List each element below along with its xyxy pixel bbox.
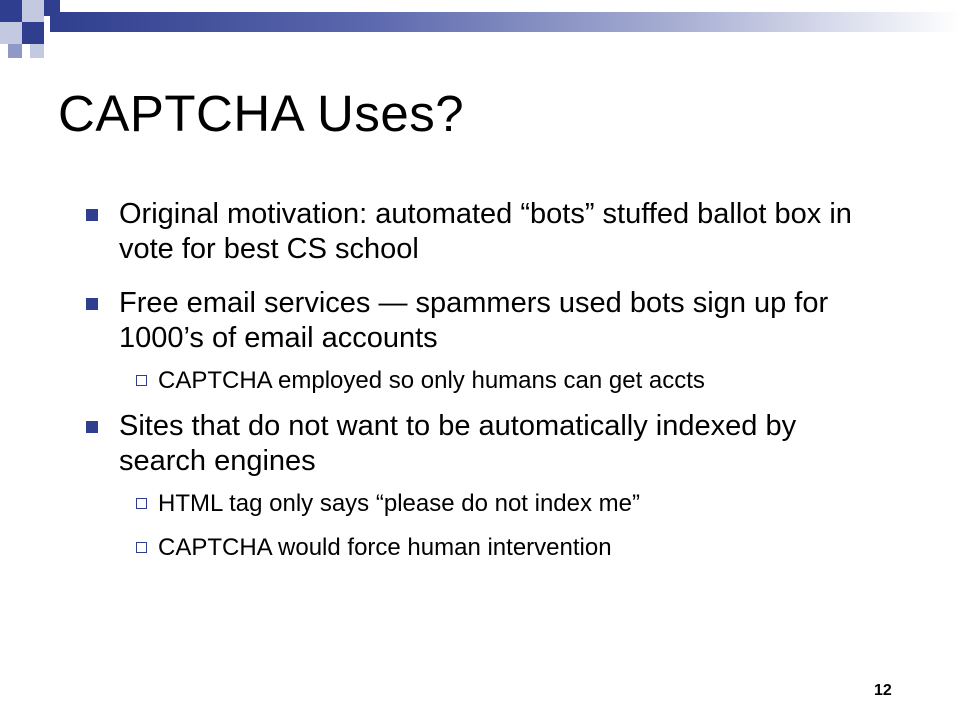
sub-bullet-text: CAPTCHA employed so only humans can get accts xyxy=(158,367,705,394)
slide-title: CAPTCHA Uses? xyxy=(58,85,465,142)
page-number: 12 xyxy=(874,682,892,699)
decor-square xyxy=(30,44,44,58)
bullet-text: Sites that do not want to be automatically indexed by search engines xyxy=(119,410,797,477)
bullet-text: Original motivation: automated “bots” stuffed ballot box in vote for best CS school xyxy=(119,198,852,265)
bullet-item xyxy=(82,197,882,267)
square-bullet-icon xyxy=(86,209,98,221)
bullet-text: Free email services — spammers used bots sign up for 1000’s of email accounts xyxy=(119,287,829,354)
hollow-square-bullet-icon xyxy=(136,375,147,386)
decor-square xyxy=(0,22,22,44)
header-gradient-bar xyxy=(50,12,960,32)
sub-bullet-item xyxy=(82,488,882,519)
decor-square xyxy=(22,0,44,22)
sub-bullet-item xyxy=(82,365,882,396)
sub-bullet-item xyxy=(82,532,882,563)
decor-square xyxy=(8,44,22,58)
sub-bullet-text: HTML tag only says “please do not index me” xyxy=(158,490,641,517)
hollow-square-bullet-icon xyxy=(136,498,147,509)
hollow-square-bullet-icon xyxy=(136,542,147,553)
slide-content xyxy=(82,197,882,576)
square-bullet-icon xyxy=(86,298,98,310)
bullet-item xyxy=(82,286,882,356)
decor-square xyxy=(22,22,44,44)
square-bullet-icon xyxy=(86,421,98,433)
decor-square xyxy=(0,0,22,22)
sub-bullet-text: CAPTCHA would force human intervention xyxy=(158,534,612,561)
bullet-item xyxy=(82,409,882,479)
